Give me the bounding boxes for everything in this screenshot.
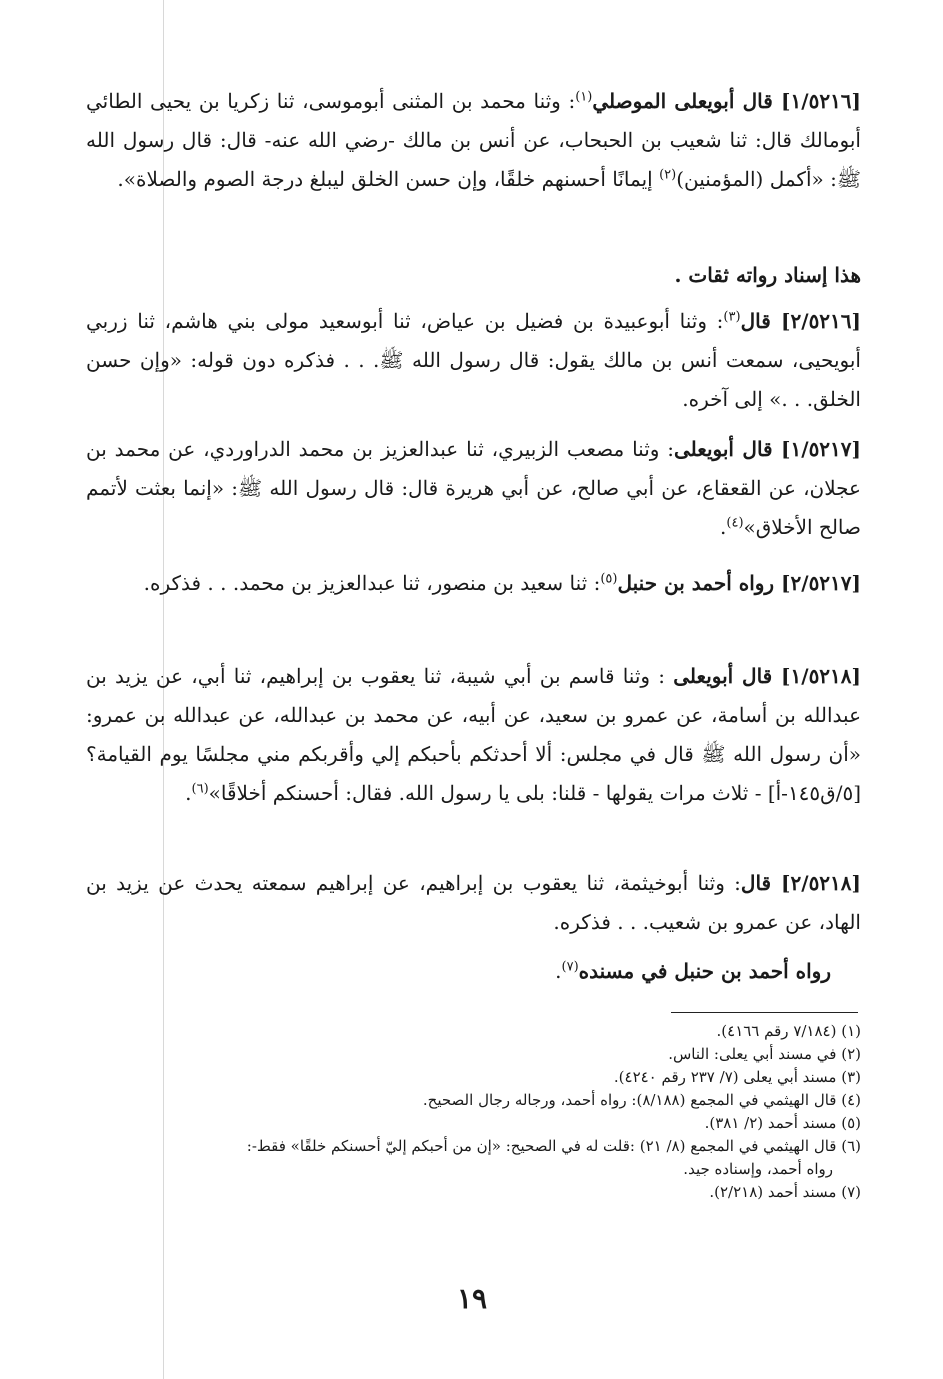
- entry-label: [٢/٥٢١٦] قال: [740, 309, 861, 333]
- footnote: (١) (٧/١٨٤ رقم ٤١٦٦).: [716, 1022, 861, 1040]
- footnote-continuation: رواه أحمد، وإسناده جيد.: [683, 1160, 833, 1178]
- entry-text: : ثنا سعيد بن منصور، ثنا عبدالعزيز بن محمد. . . فذكره.: [143, 571, 601, 595]
- entry-label: [١/٥٢١٦] قال أبويعلى الموصلي: [592, 89, 862, 113]
- footnote-ref: (٥): [600, 571, 618, 587]
- entry-text: : وثنا قاسم بن أبي شيبة، ثنا يعقوب بن إبراهيم، ثنا أبي، عن يزيد بن عبدالله بن أسامة، عن عمرو بن سعيد، عن أبيه، عن محمد بن عبدالله، عن عبدالله بن عمرو: «أن رسول الله ﷺ قال في مجلس: ألا أحدثكم بأحبكم إلي وأقربكم مني مجلسًا يوم القيامة؟ [٥/ق١٤٥-أ] - ثلاث مرات يقولها - قلنا: بلى يا رسول الله. فقال: أحسنكم أخلاقًا»: [86, 664, 861, 805]
- footnote-ref: (٦): [191, 781, 209, 797]
- footnote-ref: (١): [575, 89, 593, 105]
- hadith-entry-3: [86, 430, 861, 547]
- entry-label: [٢/٥٢١٧] رواه أحمد بن حنبل: [617, 571, 861, 595]
- page-number: ١٩: [456, 1282, 488, 1315]
- entry-label: [١/٥٢١٧] قال أبويعلى: [674, 437, 861, 461]
- hadith-entry-5: [86, 657, 861, 813]
- footnote-ref: (٣): [723, 309, 741, 325]
- entry-text: .: [185, 781, 192, 805]
- entry-text: : وثنا أبوعبيدة بن فضيل بن عياض، ثنا أبوسعيد مولى بني هاشم، ثنا زربي أبويحيى، سمعت أنس بن مالك يقول: قال رسول الله ﷺ. . . فذكره دون قوله: «وإن حسن الخلق. . .» إلى آخره.: [86, 309, 861, 411]
- footnote-ref: (٢): [659, 167, 677, 183]
- footnote: (٢) في مسند أبي يعلى: الناس.: [668, 1045, 861, 1063]
- entry-text: : وثنا أبوخيثمة، ثنا يعقوب بن إبراهيم، عن إبراهيم سمعته يحدث عن يزيد بن الهاد، عن عمرو بن شعيب. . . فذكره.: [86, 871, 861, 934]
- hadith-entry-1: [86, 82, 861, 199]
- hadith-entry-2: [86, 302, 861, 419]
- footnotes: [86, 1020, 861, 1204]
- footnote: (٥) مسند أحمد (٢/ ٣٨١).: [704, 1114, 861, 1132]
- footnote-divider: [671, 1012, 858, 1013]
- entry-label: هذا إسناد رواته ثقات .: [674, 263, 861, 287]
- entry-text: : وثنا محمد بن المثنى أبوموسى، ثنا زكريا بن يحيى الطائي أبومالك قال: ثنا شعيب بن الحبحاب، عن أنس بن مالك -رضي الله عنه- قال: قال رسول الله ﷺ: «أكمل (المؤمنين): [86, 89, 861, 191]
- isnad-note: [86, 256, 861, 295]
- entry-text: : وثنا مصعب الزبيري، ثنا عبدالعزيز بن محمد الدراوردي، عن محمد بن عجلان، عن القعقاع، عن أبي صالح، عن أبي هريرة قال: قال رسول الله ﷺ: «إنما بعثت لأتمم صالح الأخلاق»: [86, 437, 861, 539]
- hadith-entry-7: [86, 952, 861, 991]
- footnote: (٣) مسند أبي يعلى (٧/ ٢٣٧ رقم ٤٢٤٠).: [613, 1068, 861, 1086]
- entry-label: رواه أحمد بن حنبل في مسنده: [578, 959, 831, 983]
- entry-label: [١/٥٢١٨] قال أبويعلى: [673, 664, 861, 688]
- entry-text: .: [555, 959, 562, 983]
- entry-label: [٢/٥٢١٨] قال: [740, 871, 861, 895]
- entry-text: .: [720, 515, 727, 539]
- footnote: (٤) قال الهيثمي في المجمع (٨/١٨٨): رواه أحمد، ورجاله رجال الصحيح.: [422, 1091, 861, 1109]
- footnote: (٧) مسند أحمد (٢/٢١٨).: [709, 1183, 861, 1201]
- footnote-ref: (٤): [726, 515, 744, 531]
- entry-text: إيمانًا أحسنهم خلقًا، وإن حسن الخلق ليبلغ درجة الصوم والصلاة».: [117, 167, 660, 191]
- hadith-entry-4: [86, 564, 861, 603]
- footnote-ref: (٧): [561, 959, 579, 975]
- footnote: (٦) قال الهيثمي في المجمع (٨/ ٢١) :قلت له في الصحيح: «إن من أحبكم إليّ أحسنكم خلقًا» فقط-:: [246, 1137, 861, 1155]
- hadith-entry-6: [86, 864, 861, 942]
